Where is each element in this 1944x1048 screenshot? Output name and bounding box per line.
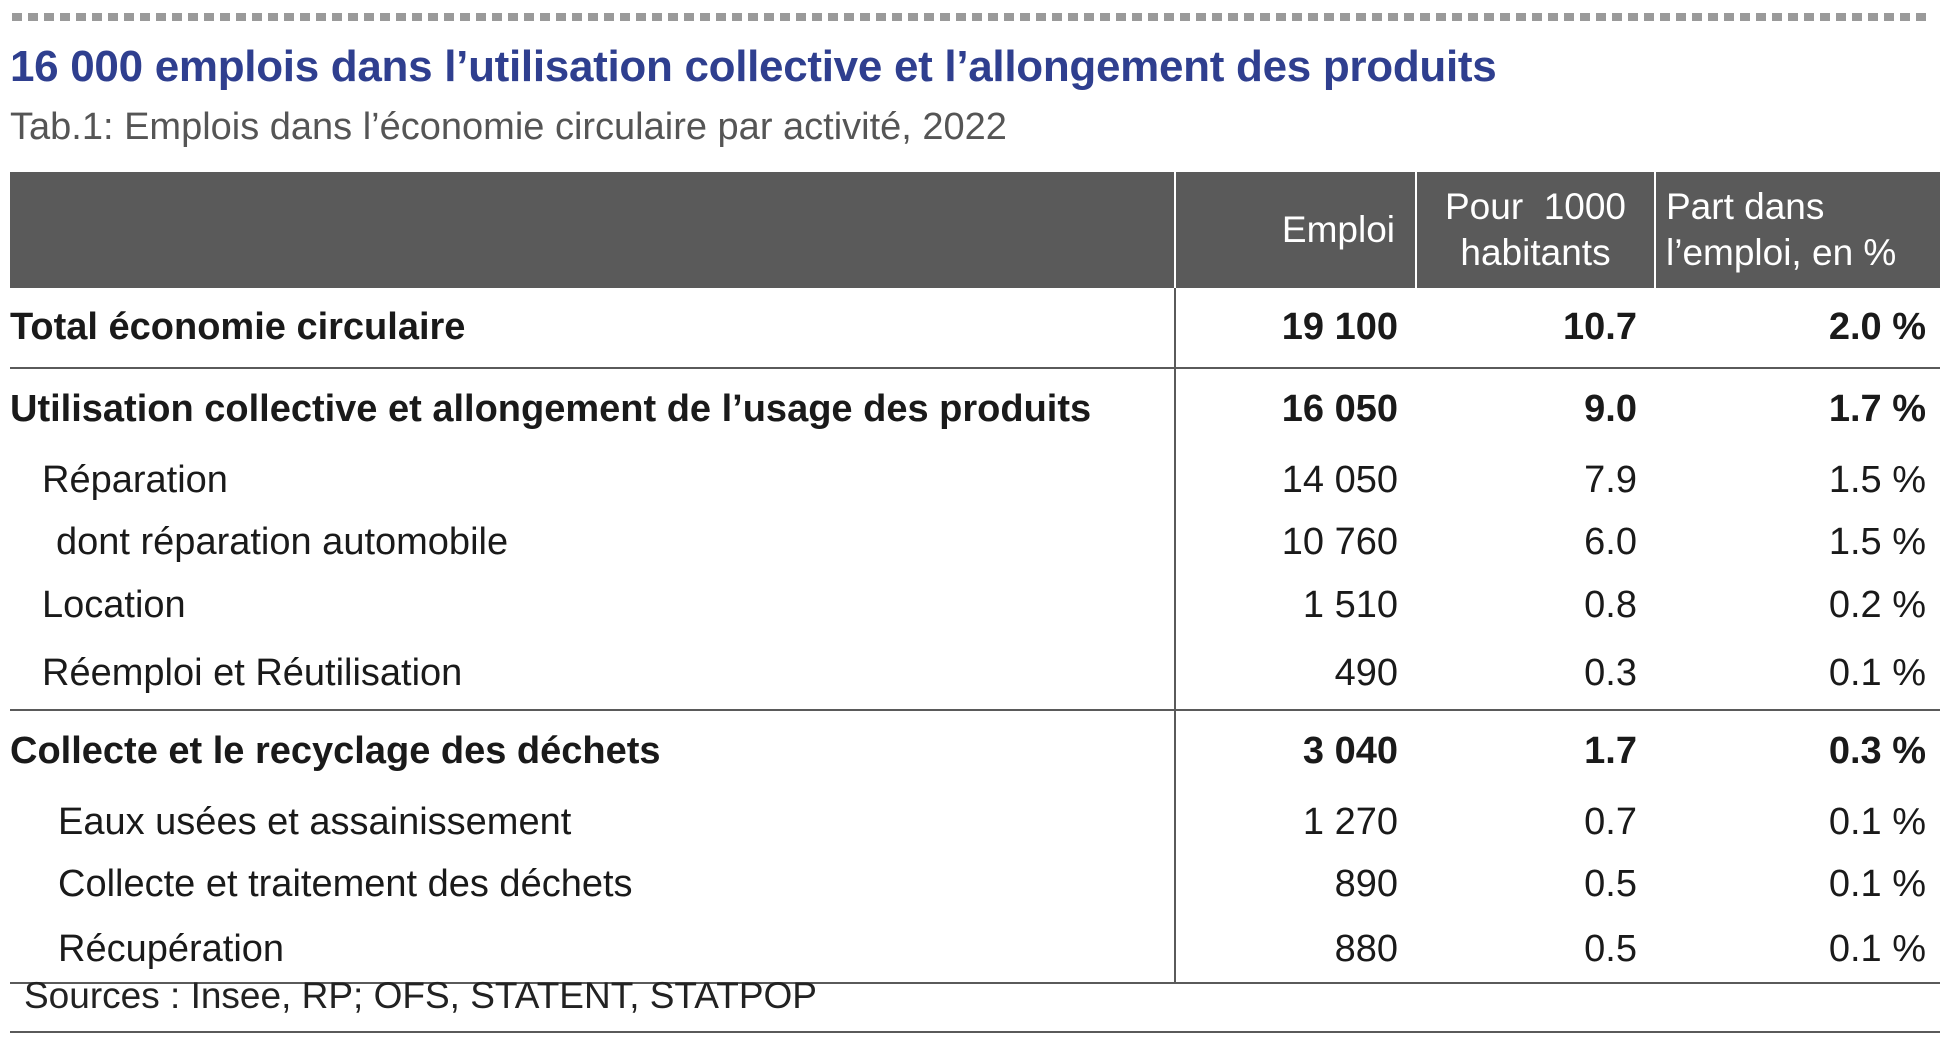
table-row: [10, 710, 1940, 791]
data-table: [10, 172, 1940, 984]
header-part-line1: Part dans: [1666, 186, 1825, 227]
header-pour-1000-line2: habitants: [1460, 232, 1611, 273]
cell-pour1000: 1.7: [1416, 710, 1655, 791]
row-label: Récupération: [10, 916, 1175, 983]
cell-emploi: 19 100: [1175, 288, 1416, 368]
table-subtitle: Tab.1: Emplois dans l’économie circulaire par activité, 2022: [10, 106, 1007, 148]
cell-part: 1.5 %: [1828, 521, 1926, 563]
bottom-rule: [10, 1031, 1940, 1033]
cell-part: 0.2 %: [1828, 584, 1926, 626]
table-row: [10, 368, 1940, 449]
cell-emploi: 490: [1334, 651, 1398, 694]
header-emploi: Emploi: [1175, 172, 1416, 288]
table-row: [10, 288, 1940, 368]
table-row: [10, 574, 1940, 637]
row-label: dont réparation automobile: [10, 511, 1175, 574]
dotted-rule: [12, 13, 1932, 21]
table-row: [10, 853, 1940, 916]
cell-part: 0.1 %: [1828, 863, 1926, 905]
cell-part: 0.1 %: [1655, 916, 1940, 983]
table-row: [10, 916, 1940, 983]
row-label: Total économie circulaire: [10, 288, 1175, 368]
cell-pour1000: 0.7: [1584, 800, 1637, 843]
header-row: [10, 172, 1940, 288]
table-row: [10, 791, 1940, 853]
cell-emploi: 880: [1175, 916, 1416, 983]
cell-part: 2.0 %: [1655, 288, 1940, 368]
cell-part: 0.1 %: [1828, 651, 1926, 694]
cell-emploi: 16 050: [1281, 387, 1398, 430]
cell-emploi: 890: [1334, 863, 1398, 905]
row-label: Collecte et le recyclage des déchets: [10, 710, 1175, 791]
table-title: 16 000 emplois dans l’utilisation collective et l’allongement des produits: [10, 42, 1497, 91]
table-row: [10, 449, 1940, 511]
cell-emploi: 1 270: [1302, 800, 1398, 843]
header-pour-1000-line1: Pour 1000: [1444, 186, 1627, 227]
cell-pour1000: 0.5: [1416, 916, 1655, 983]
header-part-line2: l’emploi, en %: [1666, 232, 1897, 273]
row-label: Utilisation collective et allongement de l’usage des produits: [10, 368, 1175, 449]
cell-pour1000: 0.8: [1584, 584, 1637, 626]
cell-part: 1.7 %: [1828, 387, 1926, 430]
header-part: [1655, 172, 1940, 288]
cell-emploi: 10 760: [1281, 521, 1398, 563]
row-label: Réparation: [10, 449, 1175, 511]
row-label: Eaux usées et assainissement: [10, 791, 1175, 853]
row-label: Location: [10, 574, 1175, 637]
table-row: [10, 511, 1940, 574]
cell-pour1000: 7.9: [1584, 458, 1637, 501]
table-row: [10, 637, 1940, 710]
header-label: [10, 172, 1175, 288]
row-label: Collecte et traitement des déchets: [10, 853, 1175, 916]
cell-emploi: 14 050: [1281, 458, 1398, 501]
cell-pour1000: 0.5: [1584, 863, 1637, 905]
cell-pour1000: 10.7: [1416, 288, 1655, 368]
cell-emploi: 3 040: [1175, 710, 1416, 791]
source-note: Sources : Insee, RP; OFS, STATENT, STATPOP: [24, 975, 817, 1016]
header-pour-1000: [1416, 172, 1655, 288]
cell-part: 0.1 %: [1828, 800, 1926, 843]
cell-pour1000: 6.0: [1584, 521, 1637, 563]
cell-emploi: 1 510: [1302, 584, 1398, 626]
cell-part: 0.3 %: [1655, 710, 1940, 791]
cell-pour1000: 9.0: [1584, 387, 1637, 430]
cell-part: 1.5 %: [1828, 458, 1926, 501]
row-label: Réemploi et Réutilisation: [10, 637, 1175, 710]
cell-pour1000: 0.3: [1584, 651, 1637, 694]
